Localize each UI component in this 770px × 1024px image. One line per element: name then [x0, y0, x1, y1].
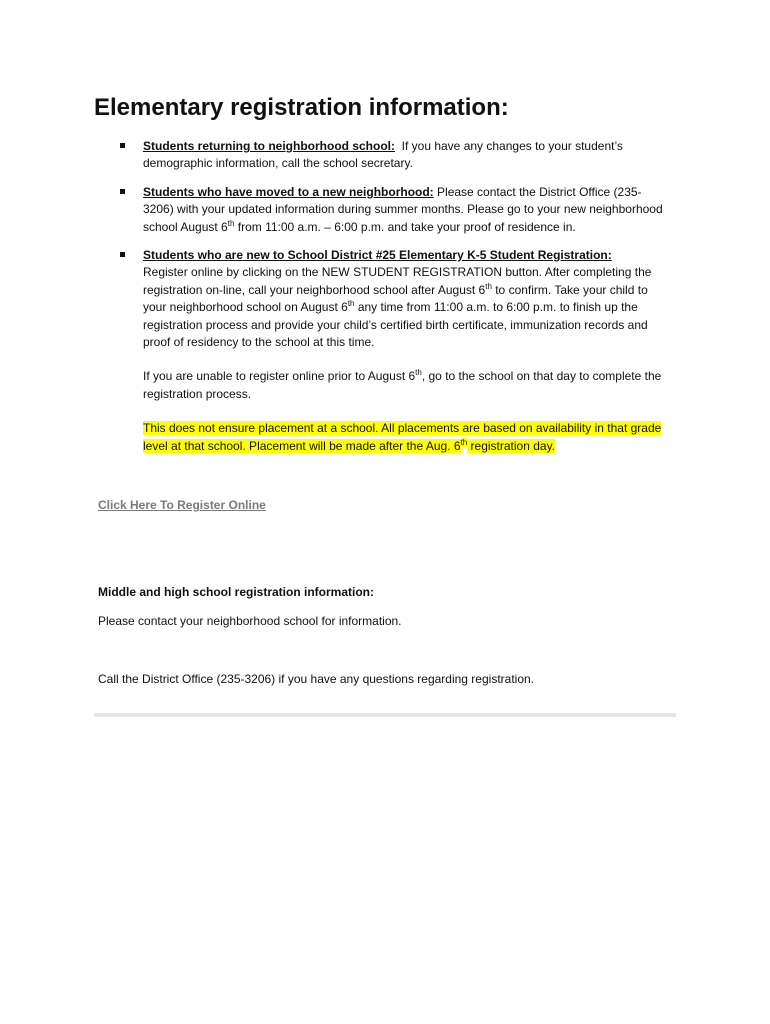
item-heading: Students who have moved to a new neighborhood:	[143, 184, 434, 199]
horizontal-divider	[94, 713, 676, 717]
superscript: th	[347, 299, 355, 309]
paragraph-text: to confirm. Take your child to your neighborhood school on August 6	[143, 282, 648, 315]
unable-to-register-paragraph	[143, 368, 666, 403]
superscript: th	[415, 368, 422, 378]
district-office-contact: Call the District Office (235-3206) if you have any questions regarding registration.	[98, 672, 535, 686]
square-bullet-icon	[120, 143, 125, 148]
list-item-new-students	[96, 247, 666, 455]
middle-high-heading: Middle and high school registration information:	[98, 585, 374, 599]
elementary-info-list	[96, 138, 666, 466]
registration-paragraph	[143, 264, 666, 351]
item-text: Please contact the District Office (235-3206) with your updated information during summer months. Please go to your new neighborhood school August 6	[143, 184, 663, 234]
list-item-returning-students	[96, 138, 666, 173]
paragraph-text: Register online by clicking on the NEW STUDENT REGISTRATION button. After completing the registration on-line, call your neighborhood school after August 6	[143, 265, 652, 297]
highlighted-text: This does not ensure placement at a school. All placements are based on availability in that grade level at that school. Placement will be made after the Aug. 6	[143, 421, 662, 453]
paragraph-text: , go to the school on that day to complete the registration process.	[143, 369, 662, 401]
highlighted-text: registration day.	[467, 438, 556, 453]
item-text: from 11:00 a.m. – 6:00 p.m. and take your proof of residence in.	[234, 219, 576, 234]
page-title: Elementary registration information:	[94, 94, 509, 121]
middle-high-text: Please contact your neighborhood school for information.	[98, 614, 402, 628]
square-bullet-icon	[120, 252, 125, 257]
item-heading: Students returning to neighborhood school:	[143, 139, 395, 153]
paragraph-text: If you are unable to register online prior to August 6	[143, 369, 416, 384]
superscript: th	[460, 437, 468, 447]
square-bullet-icon	[120, 189, 125, 194]
paragraph-text: any time from 11:00 a.m. to 6:00 p.m. to finish up the registration process and provide your child’s certified birth certificate, immunization records and proof of residency to the school at this time.	[143, 300, 648, 350]
item-text: If you have any changes to your student’s demographic information, call the school secretary.	[143, 139, 627, 171]
superscript: th	[485, 281, 492, 291]
item-heading: Students who are new to School District #25 Elementary K-5 Student Registration:	[143, 248, 612, 263]
register-online-link[interactable]: Click Here To Register Online	[98, 498, 266, 512]
superscript: th	[227, 218, 235, 228]
list-item-moved-students	[96, 184, 666, 236]
placement-notice	[143, 420, 666, 455]
